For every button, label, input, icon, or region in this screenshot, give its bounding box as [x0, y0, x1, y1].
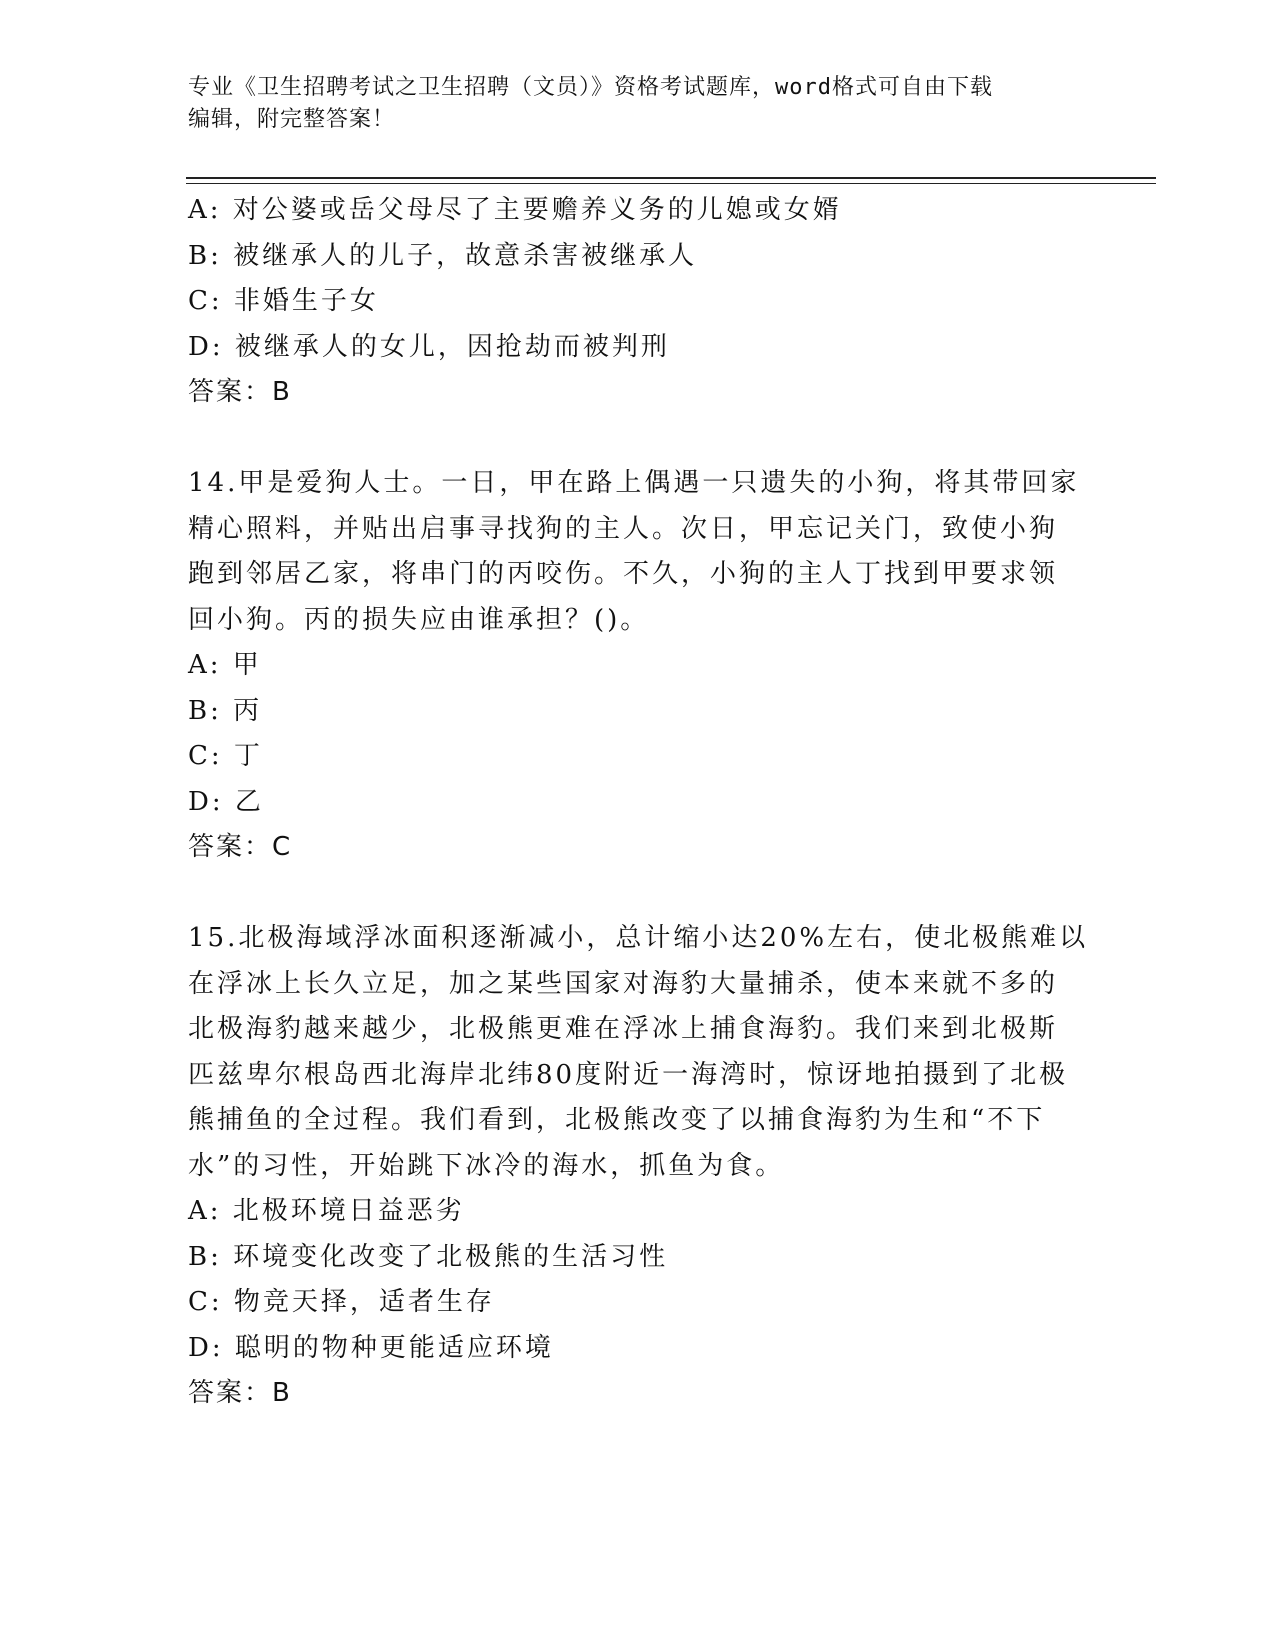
option-c: C: 物竞天择，适者生存	[188, 1287, 495, 1317]
question-text-line: 跑到邻居乙家，将串门的丙咬伤。不久，小狗的主人丁找到甲要求领	[188, 559, 1059, 589]
document-body	[188, 188, 1088, 1417]
answer-line: 答案：B	[188, 377, 292, 407]
header-divider-thin	[186, 183, 1156, 184]
option-a: A: 甲	[188, 650, 262, 680]
header-line-2: 编辑，附完整答案！	[188, 107, 396, 132]
option-b: B: 被继承人的儿子，故意杀害被继承人	[188, 240, 698, 271]
option-d: D: 乙	[188, 786, 264, 817]
question-text-line: 15.北极海域浮冰面积逐渐减小，总计缩小达20%左右，使北极熊难以	[188, 923, 1089, 953]
option-c: C: 丁	[188, 741, 263, 771]
option-b: B: 丙	[188, 695, 263, 726]
spacer	[188, 416, 1088, 462]
option-c: C: 非婚生子女	[188, 286, 379, 316]
answer-line: 答案：B	[188, 1378, 292, 1408]
document-header	[188, 72, 1088, 136]
option-b: B: 环境变化改变了北极熊的生活习性	[188, 1241, 669, 1272]
question-text-line: 在浮冰上长久立足，加之某些国家对海豹大量捕杀，使本来就不多的	[188, 968, 1059, 999]
answer-line: 答案：C	[188, 832, 293, 862]
question-text-line: 北极海豹越来越少，北极熊更难在浮冰上捕食海豹。我们来到北极斯	[188, 1014, 1059, 1044]
question-text-line: 精心照料，并贴出启事寻找狗的主人。次日，甲忘记关门，致使小狗	[188, 513, 1059, 544]
spacer	[188, 871, 1088, 917]
question-text-line: 回小狗。丙的损失应由谁承担？()。	[188, 604, 650, 635]
question-text-line: 熊捕鱼的全过程。我们看到，北极熊改变了以捕食海豹为生和“不下	[188, 1105, 1046, 1135]
question-13-continued	[188, 188, 1088, 416]
header-line-1: 专业《卫生招聘考试之卫生招聘（文员）》资格考试题库，word格式可自由下载	[188, 75, 993, 100]
question-15	[188, 916, 1088, 1417]
question-text-line: 匹兹卑尔根岛西北海岸北纬80度附近一海湾时，惊讶地拍摄到了北极	[188, 1059, 1069, 1090]
question-text-line: 14.甲是爱狗人士。一日，甲在路上偶遇一只遗失的小狗，将其带回家	[188, 468, 1080, 498]
header-divider-thick	[186, 177, 1156, 179]
option-d: D: 聪明的物种更能适应环境	[188, 1332, 554, 1363]
option-a: A: 对公婆或岳父母尽了主要赡养义务的儿媳或女婿	[188, 195, 842, 225]
option-a: A: 北极环境日益恶劣	[188, 1196, 465, 1226]
option-d: D: 被继承人的女儿，因抢劫而被判刑	[188, 331, 670, 362]
question-text-line: 水”的习性，开始跳下冰冷的海水，抓鱼为食。	[188, 1150, 785, 1181]
question-14	[188, 461, 1088, 871]
